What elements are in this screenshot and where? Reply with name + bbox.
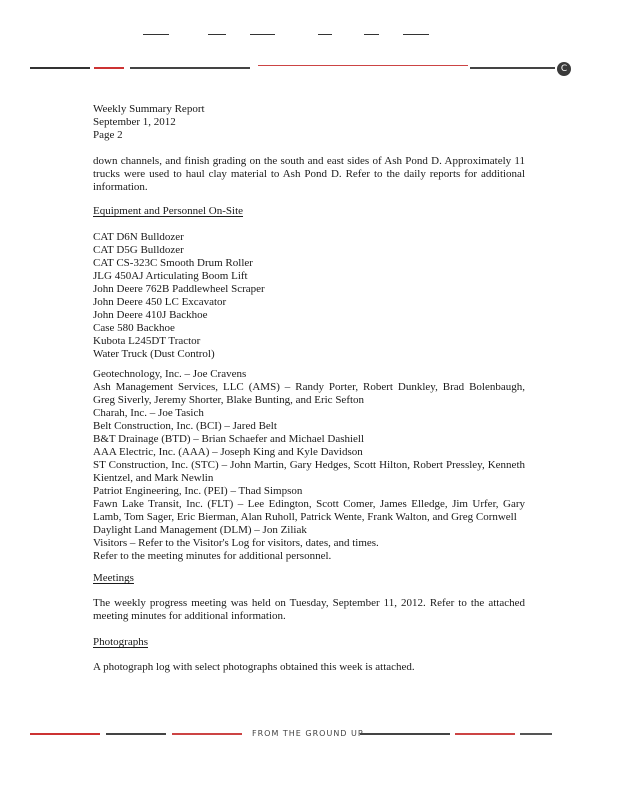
personnel-entry: Fawn Lake Transit, Inc. (FLT) – Lee Edington, Scott Comer, James Elledge, Jim Urfer, Gary Lamb, Tom Sager, Eric Bierman, Alan Ruholl, Patrick Wente, Frank Walton, and Greg Cornwell [93, 498, 525, 523]
intro-paragraph: down channels, and finish grading on the south and east sides of Ash Pond D. Approximately 11 trucks were used to haul clay material to Ash Pond D. Refer to the daily reports for additional information. [93, 155, 525, 193]
scan-mark [403, 34, 429, 35]
list-item: John Deere 762B Paddlewheel Scraper [93, 283, 265, 295]
corner-badge: C [557, 62, 571, 76]
list-item: JLG 450AJ Articulating Boom Lift [93, 270, 248, 282]
list-item: John Deere 450 LC Excavator [93, 296, 227, 308]
list-item: CAT D5G Bulldozer [93, 244, 184, 256]
report-title: Weekly Summary Report [93, 103, 205, 115]
list-item: John Deere 410J Backhoe [93, 309, 208, 321]
scan-mark [364, 34, 379, 35]
personnel-entry: Patriot Engineering, Inc. (PEI) – Thad Simpson [93, 485, 303, 497]
scan-mark [208, 34, 226, 35]
scan-mark [143, 34, 169, 35]
equipment-list [93, 231, 525, 361]
list-item: CAT CS-323C Smooth Drum Roller [93, 257, 253, 269]
footer-tagline: FROM THE GROUND UP [252, 729, 364, 738]
report-header [93, 103, 205, 142]
list-item: Kubota L245DT Tractor [93, 335, 201, 347]
personnel-entry: Visitors – Refer to the Visitor's Log for visitors, dates, and times. [93, 537, 379, 549]
personnel-entry: Belt Construction, Inc. (BCI) – Jared Belt [93, 420, 277, 432]
list-item: Case 580 Backhoe [93, 322, 175, 334]
equipment-heading: Equipment and Personnel On-Site [93, 205, 244, 217]
scan-mark [250, 34, 275, 35]
personnel-entry: Geotechnology, Inc. – Joe Cravens [93, 368, 247, 380]
personnel-entry: Ash Management Services, LLC (AMS) – Randy Porter, Robert Dunkley, Brad Bolenbaugh, Greg Siverly, Jeremy Shorter, Blake Bunting, and Eric Sefton [93, 381, 525, 406]
list-item: Water Truck (Dust Control) [93, 348, 215, 360]
photographs-paragraph: A photograph log with select photographs obtained this week is attached. [93, 661, 415, 673]
photographs-heading: Photographs [93, 636, 148, 648]
personnel-list [93, 368, 525, 563]
report-date: September 1, 2012 [93, 116, 176, 128]
personnel-entry: B&T Drainage (BTD) – Brian Schaefer and Michael Dashiell [93, 433, 365, 445]
meetings-paragraph: The weekly progress meeting was held on Tuesday, September 11, 2012. Refer to the attached meeting minutes for additional information. [93, 597, 525, 622]
personnel-entry: ST Construction, Inc. (STC) – John Martin, Gary Hedges, Scott Hilton, Robert Pressley, Kenneth Kientzel, and Mark Newlin [93, 459, 525, 484]
personnel-entry: Daylight Land Management (DLM) – Jon Ziliak [93, 524, 307, 536]
list-item: CAT D6N Bulldozer [93, 231, 184, 243]
page-number: Page 2 [93, 129, 123, 141]
personnel-entry: Refer to the meeting minutes for additional personnel. [93, 550, 332, 562]
meetings-heading: Meetings [93, 572, 134, 584]
personnel-entry: Charah, Inc. – Joe Tasich [93, 407, 204, 419]
personnel-entry: AAA Electric, Inc. (AAA) – Joseph King and Kyle Davidson [93, 446, 363, 458]
scan-mark [318, 34, 332, 35]
